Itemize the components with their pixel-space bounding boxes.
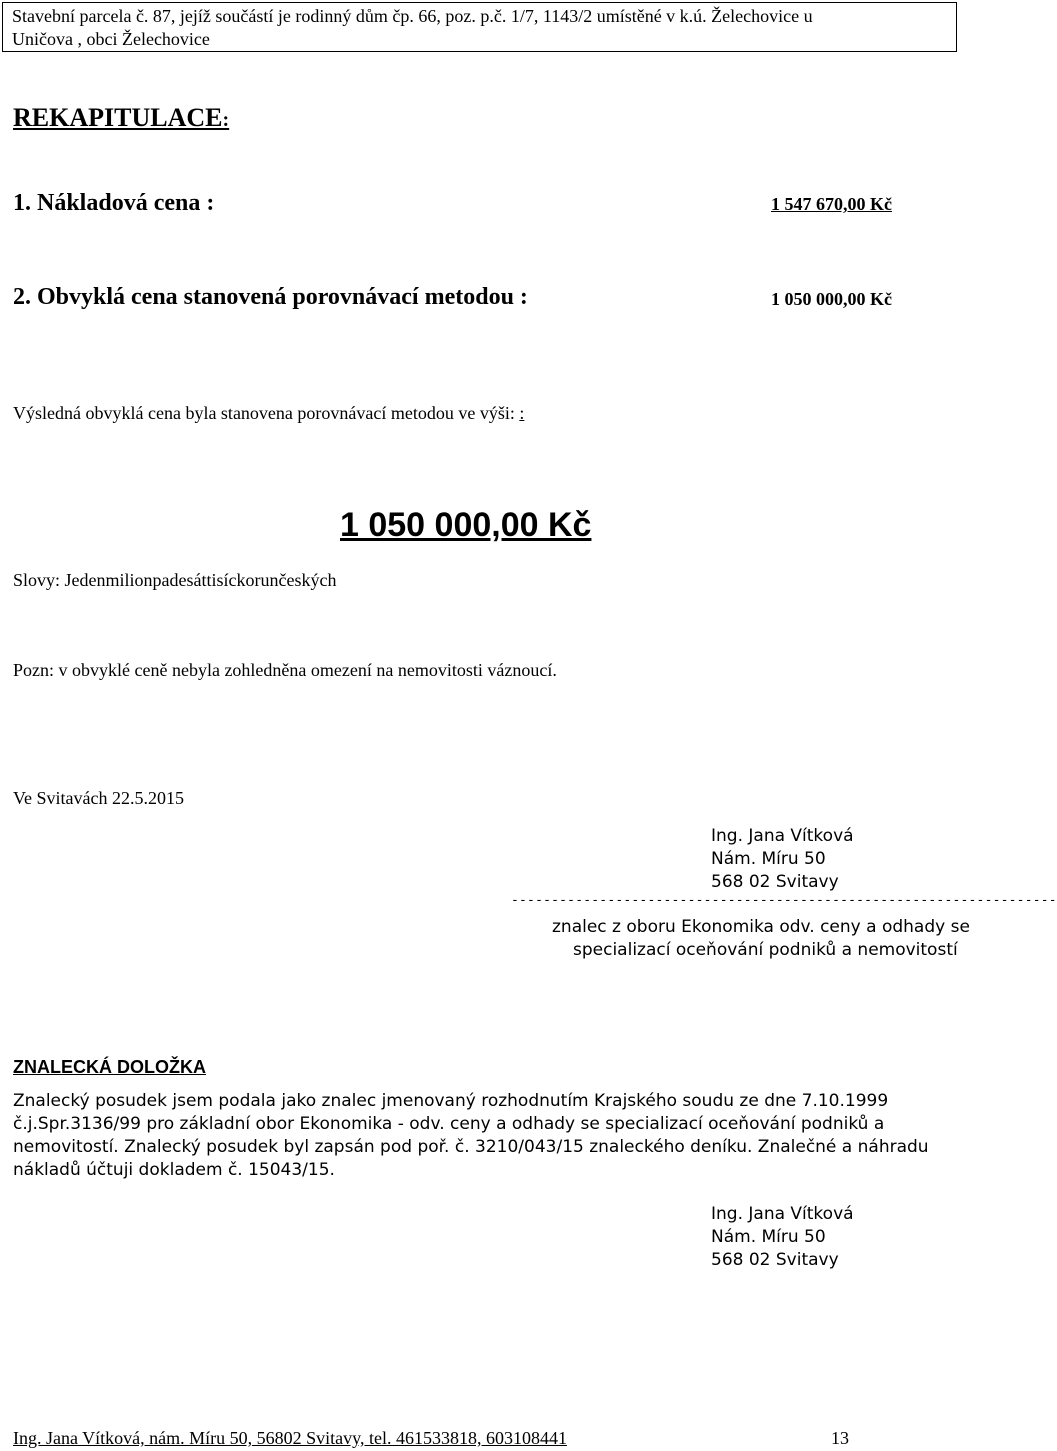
footer-contact: Ing. Jana Vítková, nám. Míru 50, 56802 Svitavy, tel. 461533818, 603108441: [13, 1428, 567, 1448]
signature2-name: Ing. Jana Vítková: [711, 1204, 854, 1224]
result-text: [13, 403, 524, 424]
cost-price-value: 1 547 670,00 Kč: [771, 194, 892, 214]
result-sentence: Výsledná obvyklá cena byla stanovena porovnávací metodou ve výši:: [13, 403, 520, 423]
words-line: [13, 570, 336, 591]
recap-title-colon: :: [222, 109, 230, 131]
signature-street: Nám. Míru 50: [711, 849, 826, 869]
market-price-label: 2. Obvyklá cena stanovená porovnávací metodou :: [13, 284, 528, 310]
place-date: Ve Svitavách 22.5.2015: [13, 788, 184, 808]
final-amount: 1 050 000,00 Kč: [340, 506, 592, 544]
signature-role-2: specializací oceňování podniků a nemovitostí: [573, 940, 958, 960]
cost-price-label: 1. Nákladová cena :: [13, 190, 215, 216]
header-line-2: Uničova , obci Želechovice: [12, 29, 210, 49]
recap-title: [13, 103, 229, 133]
words-label: Slovy:: [13, 570, 61, 590]
expert-clause-title: ZNALECKÁ DOLOŽKA: [13, 1057, 206, 1077]
signature2-street: Nám. Míru 50: [711, 1227, 826, 1247]
signature-role-1: znalec z oboru Ekonomika odv. ceny a odhady se: [552, 917, 970, 937]
words-value: Jedenmilionpadesáttisíckorunčeských: [64, 570, 337, 590]
expert-clause-text: Znalecký posudek jsem podala jako znalec jmenovaný rozhodnutím Krajského soudu ze dne 7.10.1999 č.j.Spr.3136/99 pro základní obor Ekonomika - odv. ceny a odhady se specializací oceňování podniků a nemovitostí. Znalecký posudek byl zapsán pod poř. č. 3210/043/15 znaleckého deníku. Znalečné a náhradu nákladů účtuji dokladem č. 15043/15.: [13, 1091, 929, 1180]
header-line-1: Stavební parcela č. 87, jejíž součástí je rodinný dům čp. 66, poz. p.č. 1/7, 1143/2 umístěné v k.ú. Želechovice u: [12, 6, 813, 26]
recap-title-text: REKAPITULACE: [13, 103, 223, 132]
signature-name: Ing. Jana Vítková: [711, 826, 854, 846]
signature2-city: 568 02 Svitavy: [711, 1250, 839, 1270]
note: Pozn: v obvyklé ceně nebyla zohledněna omezení na nemovitosti váznoucí.: [13, 660, 557, 680]
market-price-value: 1 050 000,00 Kč: [771, 289, 892, 309]
signature-city: 568 02 Svitavy: [711, 872, 839, 892]
page-number: 13: [831, 1428, 849, 1448]
result-trail: :: [519, 403, 525, 423]
signature-dash-line: --------------------------------------------------------------------: [511, 893, 1057, 908]
